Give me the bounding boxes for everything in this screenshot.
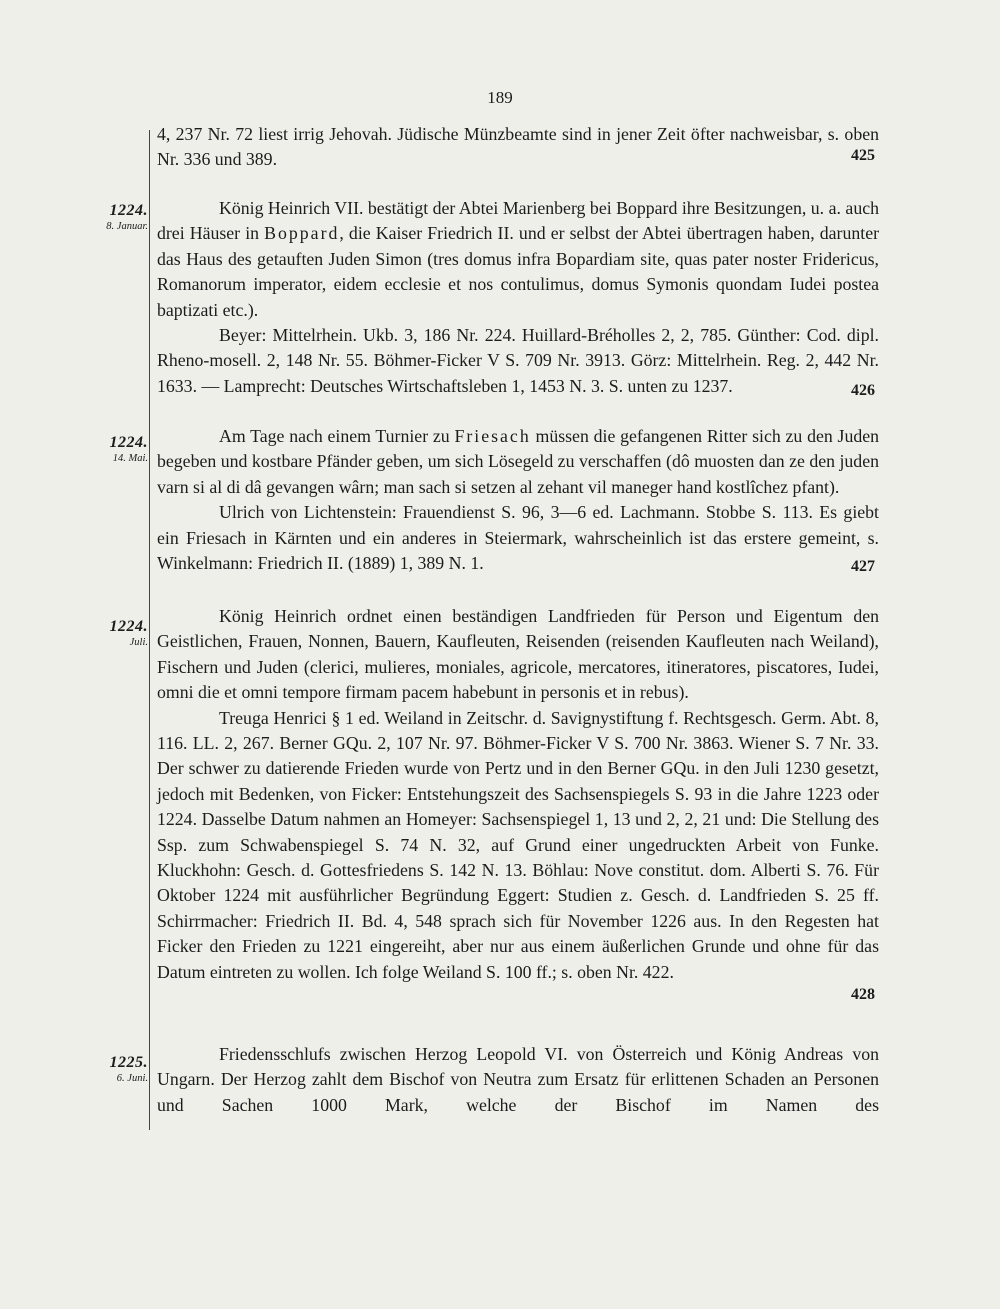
entry-number: 427	[851, 558, 875, 575]
entry-body	[157, 196, 879, 399]
entry-summary: Friedensschlufs zwischen Herzog Leopold VI. von Österreich und König Andreas von Ungarn. Der Herzog zahlt dem Bischof von Neutra zum Ersatz für erlittenen Schaden an Personen und Sachen 1000 Mark, welche der Bischof im Namen des	[157, 1044, 879, 1115]
entry-day: 14. Mai.	[112, 453, 148, 464]
entry-body	[157, 1042, 879, 1118]
entry-date	[60, 618, 148, 648]
entry-number: 426	[851, 382, 875, 399]
entry-date	[60, 202, 148, 232]
margin-rule	[149, 130, 150, 1130]
entry-body	[157, 122, 879, 173]
entry-year: 1224.	[109, 202, 148, 219]
entry-number: 428	[851, 986, 875, 1003]
entry-sources: Ulrich von Lichtenstein: Frauendienst S. 96, 3—6 ed. Lachmann. Stobbe S. 113. Es giebt ein Friesach in Kärnten und ein anderes in Steiermark, wahrscheinlich ist das erstere gemeint, s. Winkelmann: Friedrich II. (1889) 1, 389 N. 1.	[157, 502, 879, 574]
entry-summary: König Heinrich ordnet einen beständigen Landfrieden für Person und Eigentum den Geistlichen, Frauen, Nonnen, Bauern, Kaufleuten, Reisenden (reisenden Kaufleuten nach Weiland), Fischern und Juden (clerici, mulieres, moniales, agricole, mercatores, itineratores, piscatores, Iudei, omni die et omni tempore firmam pacem habebunt in personis et in rebus).	[157, 606, 879, 703]
entry-summary: König Heinrich VII. bestätigt der Abtei Marienberg bei Boppard ihre Besitzungen, u. a. auch drei Häuser in Boppard, die Kaiser Friedrich II. und er selbst der Abtei übertragen haben, darunter das Haus des getauften Juden Simon (tres domus infra Bopardiam site, quas pater noster Fridericus, Romanorum imperator, eidem ecclesie et nos contulimus, domus Symonis quondam Iudei postea baptizati etc.).	[157, 198, 880, 320]
entry-date	[60, 1054, 148, 1084]
entry-date	[60, 434, 148, 464]
entry-day: 8. Januar.	[106, 221, 148, 232]
entry-number: 425	[851, 147, 875, 164]
entry-year: 1224.	[109, 434, 148, 451]
entry-year: 1224.	[109, 618, 148, 635]
continuation-text: 4, 237 Nr. 72 liest irrig Jehovah. Jüdische Münzbeamte sind in jener Zeit öfter nachweisbar, s. oben Nr. 336 und 389.	[157, 124, 879, 170]
entry-day: Juli.	[129, 637, 148, 648]
entry-sources: Beyer: Mittelrhein. Ukb. 3, 186 Nr. 224. Huillard-Bréholles 2, 2, 785. Günther: Cod. dipl. Rheno-mosell. 2, 148 Nr. 55. Böhmer-Ficker V S. 709 Nr. 3913. Görz: Mittelrhein. Reg. 2, 442 Nr. 1633. — Lamprecht: Deutsches Wirtschaftsleben 1, 1453 N. 3. S. unten zu 1237.	[157, 325, 879, 396]
page-number: 189	[487, 88, 513, 107]
entry-body	[157, 604, 879, 985]
entry-sources: Treuga Henrici § 1 ed. Weiland in Zeitschr. d. Savignystiftung f. Rechtsgesch. Germ. Abt. 8, 116. LL. 2, 267. Berner GQu. 2, 107 Nr. 97. Böhmer-Ficker V S. 700 Nr. 3863. Wiener S. 7 Nr. 33. Der schwer zu datierende Frieden wurde von Pertz und in den Berner GQu. in den Juli 1230 gesetzt, jedoch mit Bedenken, von Ficker: Entstehungszeit des Sachsenspiegels S. 93 in die Jahre 1223 oder 1224. Dasselbe Datum nahmen an Homeyer: Sachsenspiegel 1, 13 und 2, 2, 21 und: Die Stellung des Ssp. zum Schwabenspiegel S. 74 N. 32, auf Grund einer ungedruckten Arbeit von Funke. Kluckhohn: Gesch. d. Gottesfriedens S. 142 N. 13. Böhlau: Nove constitut. dom. Alberti S. 76. Für Oktober 1224 mit ausführlicher Begründung Eggert: Studien z. Gesch. d. Landfrieden S. 25 ff. Schirrmacher: Friedrich II. Bd. 4, 548 sprach sich für November 1226 aus. In den Regesten hat Ficker den Frieden zu 1221 eingereiht, aber nur aus einem äußerlichen Grunde und ohne für das Datum eintreten zu wollen. Ich folge Weiland S. 100 ff.; s. oben Nr. 422.	[157, 707, 879, 982]
entry-day: 6. Juni.	[116, 1073, 148, 1084]
entry-year: 1225.	[109, 1054, 148, 1071]
entry-summary: Am Tage nach einem Turnier zu Friesach müssen die gefangenen Ritter sich zu den Juden begeben und kostbare Pfänder geben, um sich Lösegeld zu verschaffen (dô muosten dan ze den juden varn si al di dâ gevangen wârn; man sach si setzen al zehant vil maneger hand kostlîchez pfant).	[157, 426, 880, 497]
entry-body	[157, 424, 879, 576]
